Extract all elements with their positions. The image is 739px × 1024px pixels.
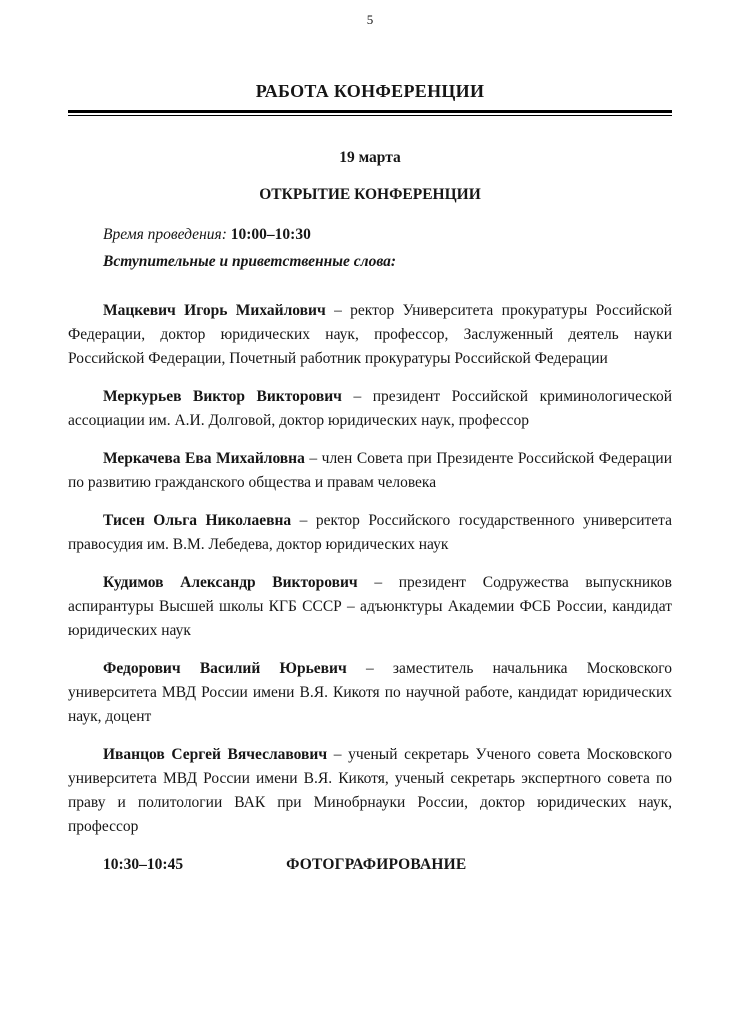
speaker-role: – президент Российской криминологической ассоциации им. А.И. Долговой, доктор юридических наук, профессор xyxy=(68,388,672,429)
speaker-paragraph xyxy=(68,299,672,371)
speaker-role: – член Совета при Президенте Российской Федерации по развитию гражданского общества и правам человека xyxy=(68,450,672,491)
speaker-role: – ректор Университета прокуратуры Российской Федерации, доктор юридических наук, профессор, Заслуженный деятель науки Российской Федерации, Почетный работник прокуратуры Российской Федерации xyxy=(68,302,672,367)
schedule-time: 10:30–10:45 xyxy=(103,856,184,873)
speaker-role: – президент Содружества выпускников аспирантуры Высшей школы КГБ СССР – адъюнктуры Академии ФСБ России, кандидат юридических наук xyxy=(68,574,672,639)
speaker-name: Меркачева Ева Михайловна xyxy=(103,450,305,467)
speaker-name: Тисен Ольга Николаевна xyxy=(103,512,292,529)
intro-heading: Вступительные и приветственные слова: xyxy=(103,253,397,270)
session-date-heading: 19 марта xyxy=(339,149,401,166)
schedule-event: ФОТОГРАФИРОВАНИЕ xyxy=(286,856,467,873)
speaker-paragraph xyxy=(68,657,672,729)
speaker-name: Кудимов Александр Викторович xyxy=(103,574,358,591)
speaker-role: – ректор Российского государственного университета правосудия им. В.М. Лебедева, доктор юридических наук xyxy=(68,512,672,553)
speaker-role: – ученый секретарь Ученого совета Московского университета МВД России имени В.Я. Кикотя, ученый секретарь экспертного совета по праву и политологии ВАК при Минобрнауки России, доктор юридических наук, профессор xyxy=(68,746,672,835)
speaker-paragraph xyxy=(68,447,672,495)
speaker-paragraph xyxy=(68,509,672,557)
speaker-paragraph xyxy=(68,743,672,839)
session-section-heading: ОТКРЫТИЕ КОНФЕРЕНЦИИ xyxy=(259,186,481,203)
speaker-name: Федорович Василий Юрьевич xyxy=(103,660,347,677)
speaker-paragraph xyxy=(68,385,672,433)
session-time-label: Время проведения: xyxy=(103,226,227,243)
speaker-paragraph xyxy=(68,571,672,643)
session-time-line xyxy=(68,226,672,244)
page-title: РАБОТА КОНФЕРЕНЦИИ xyxy=(255,81,485,101)
speaker-name: Иванцов Сергей Вячеславович xyxy=(103,746,328,763)
page-number: 5 xyxy=(366,12,374,27)
speaker-name: Меркурьев Виктор Викторович xyxy=(103,388,342,405)
speaker-name: Мацкевич Игорь Михайлович xyxy=(103,302,326,319)
schedule-line xyxy=(68,853,672,877)
session-time-value: 10:00–10:30 xyxy=(230,226,311,243)
speaker-role: – заместитель начальника Московского университета МВД России имени В.Я. Кикотя по научной работе, кандидат юридических наук, доцент xyxy=(68,660,672,725)
title-divider-rule xyxy=(68,110,672,116)
